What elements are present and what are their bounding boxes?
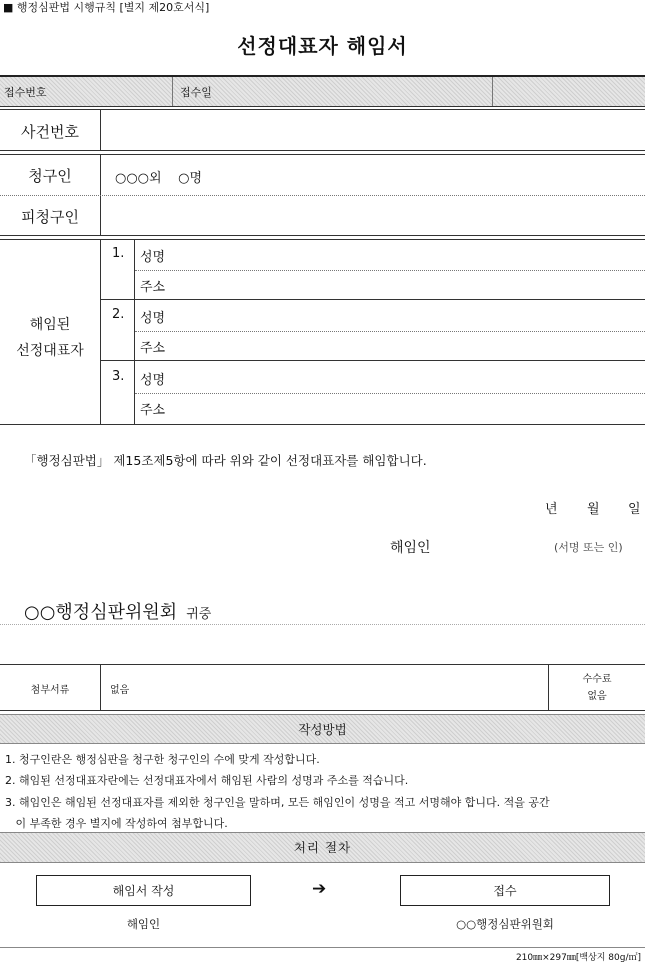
addressee-name: ○○행정심판위원회	[24, 602, 178, 623]
dismissed-label-line2: 선정대표자	[16, 343, 84, 359]
address-label: 주소	[140, 280, 166, 295]
addressee-suffix: 귀중	[186, 607, 212, 622]
step-receipt-box	[400, 875, 610, 906]
entry-number: 1.	[112, 246, 125, 261]
instructions-heading: 작성방법	[298, 722, 347, 737]
date-month-label: 월	[587, 502, 600, 517]
name-label: 성명	[140, 311, 166, 326]
arrow-right-icon: ➔	[312, 879, 327, 899]
procedure-heading: 처리 절차	[293, 840, 352, 855]
attachments-label: 첨부서류	[30, 685, 70, 696]
actor-commission: ○○행정심판위원회	[456, 917, 554, 931]
respondent-field[interactable]	[102, 197, 642, 233]
step-write-dismissal: 해임서 작성	[112, 884, 175, 898]
name-label: 성명	[140, 250, 166, 265]
claimant-value[interactable]: ○○○외 ○명	[115, 171, 203, 186]
instruction-item: 이 부족한 경우 별지에 작성하여 첨부합니다.	[5, 817, 228, 830]
step-receipt: 접수	[493, 884, 517, 898]
address-label: 주소	[140, 403, 166, 418]
instruction-item: 1. 청구인란은 행정심판을 청구한 청구인의 수에 맞게 작성합니다.	[5, 753, 320, 766]
form-reference-note: ■ 행정심판법 시행규칙 [별지 제20호서식]	[3, 1, 210, 14]
entry-number: 3.	[112, 369, 125, 384]
signature-note: (서명 또는 인)	[554, 541, 623, 554]
instruction-item: 2. 해임된 선정대표자란에는 선정대표자에서 해임된 사람의 성명과 주소를 적습니다.	[5, 774, 409, 787]
claimant-label: 청구인	[28, 167, 72, 185]
name-label: 성명	[140, 373, 166, 388]
statement-text: 「행정심판법」 제15조제5항에 따라 위와 같이 선정대표자를 해임합니다.	[24, 453, 427, 468]
address-label: 주소	[140, 341, 166, 356]
actor-dismisser: 해임인	[126, 917, 161, 931]
reception-number-label: 접수번호	[4, 86, 47, 99]
fee-value: 없음	[587, 691, 607, 702]
page-title: 선정대표자 해임서	[237, 34, 408, 58]
addressee	[24, 598, 211, 624]
reception-bar	[0, 76, 645, 106]
attachments-value: 없음	[110, 685, 130, 696]
instructions-heading-bar	[0, 715, 645, 743]
instruction-item: 3. 해임인은 해임된 선정대표자를 제외한 청구인을 말하며, 모든 해임인이 성명을 적고 서명해야 합니다. 적을 공간	[5, 796, 550, 809]
fee-label: 수수료	[582, 674, 612, 685]
step-write-dismissal-box	[36, 875, 251, 906]
fee-box	[549, 671, 645, 705]
date-year-label: 년	[545, 502, 558, 517]
dismissed-representative-label	[0, 312, 100, 364]
procedure-heading-bar	[0, 832, 645, 862]
respondent-label: 피청구인	[21, 208, 79, 226]
case-number-field[interactable]	[102, 112, 642, 148]
signer-label: 해임인	[390, 540, 431, 556]
reception-date-label: 접수일	[180, 86, 212, 99]
paper-spec-footer: 210㎜×297㎜[백상지 80g/㎡]	[515, 953, 641, 963]
case-number-label: 사건번호	[21, 123, 79, 141]
entry-number: 2.	[112, 307, 125, 322]
date-day-label: 일	[628, 502, 641, 517]
dismissed-label-line1: 해임된	[29, 317, 71, 333]
